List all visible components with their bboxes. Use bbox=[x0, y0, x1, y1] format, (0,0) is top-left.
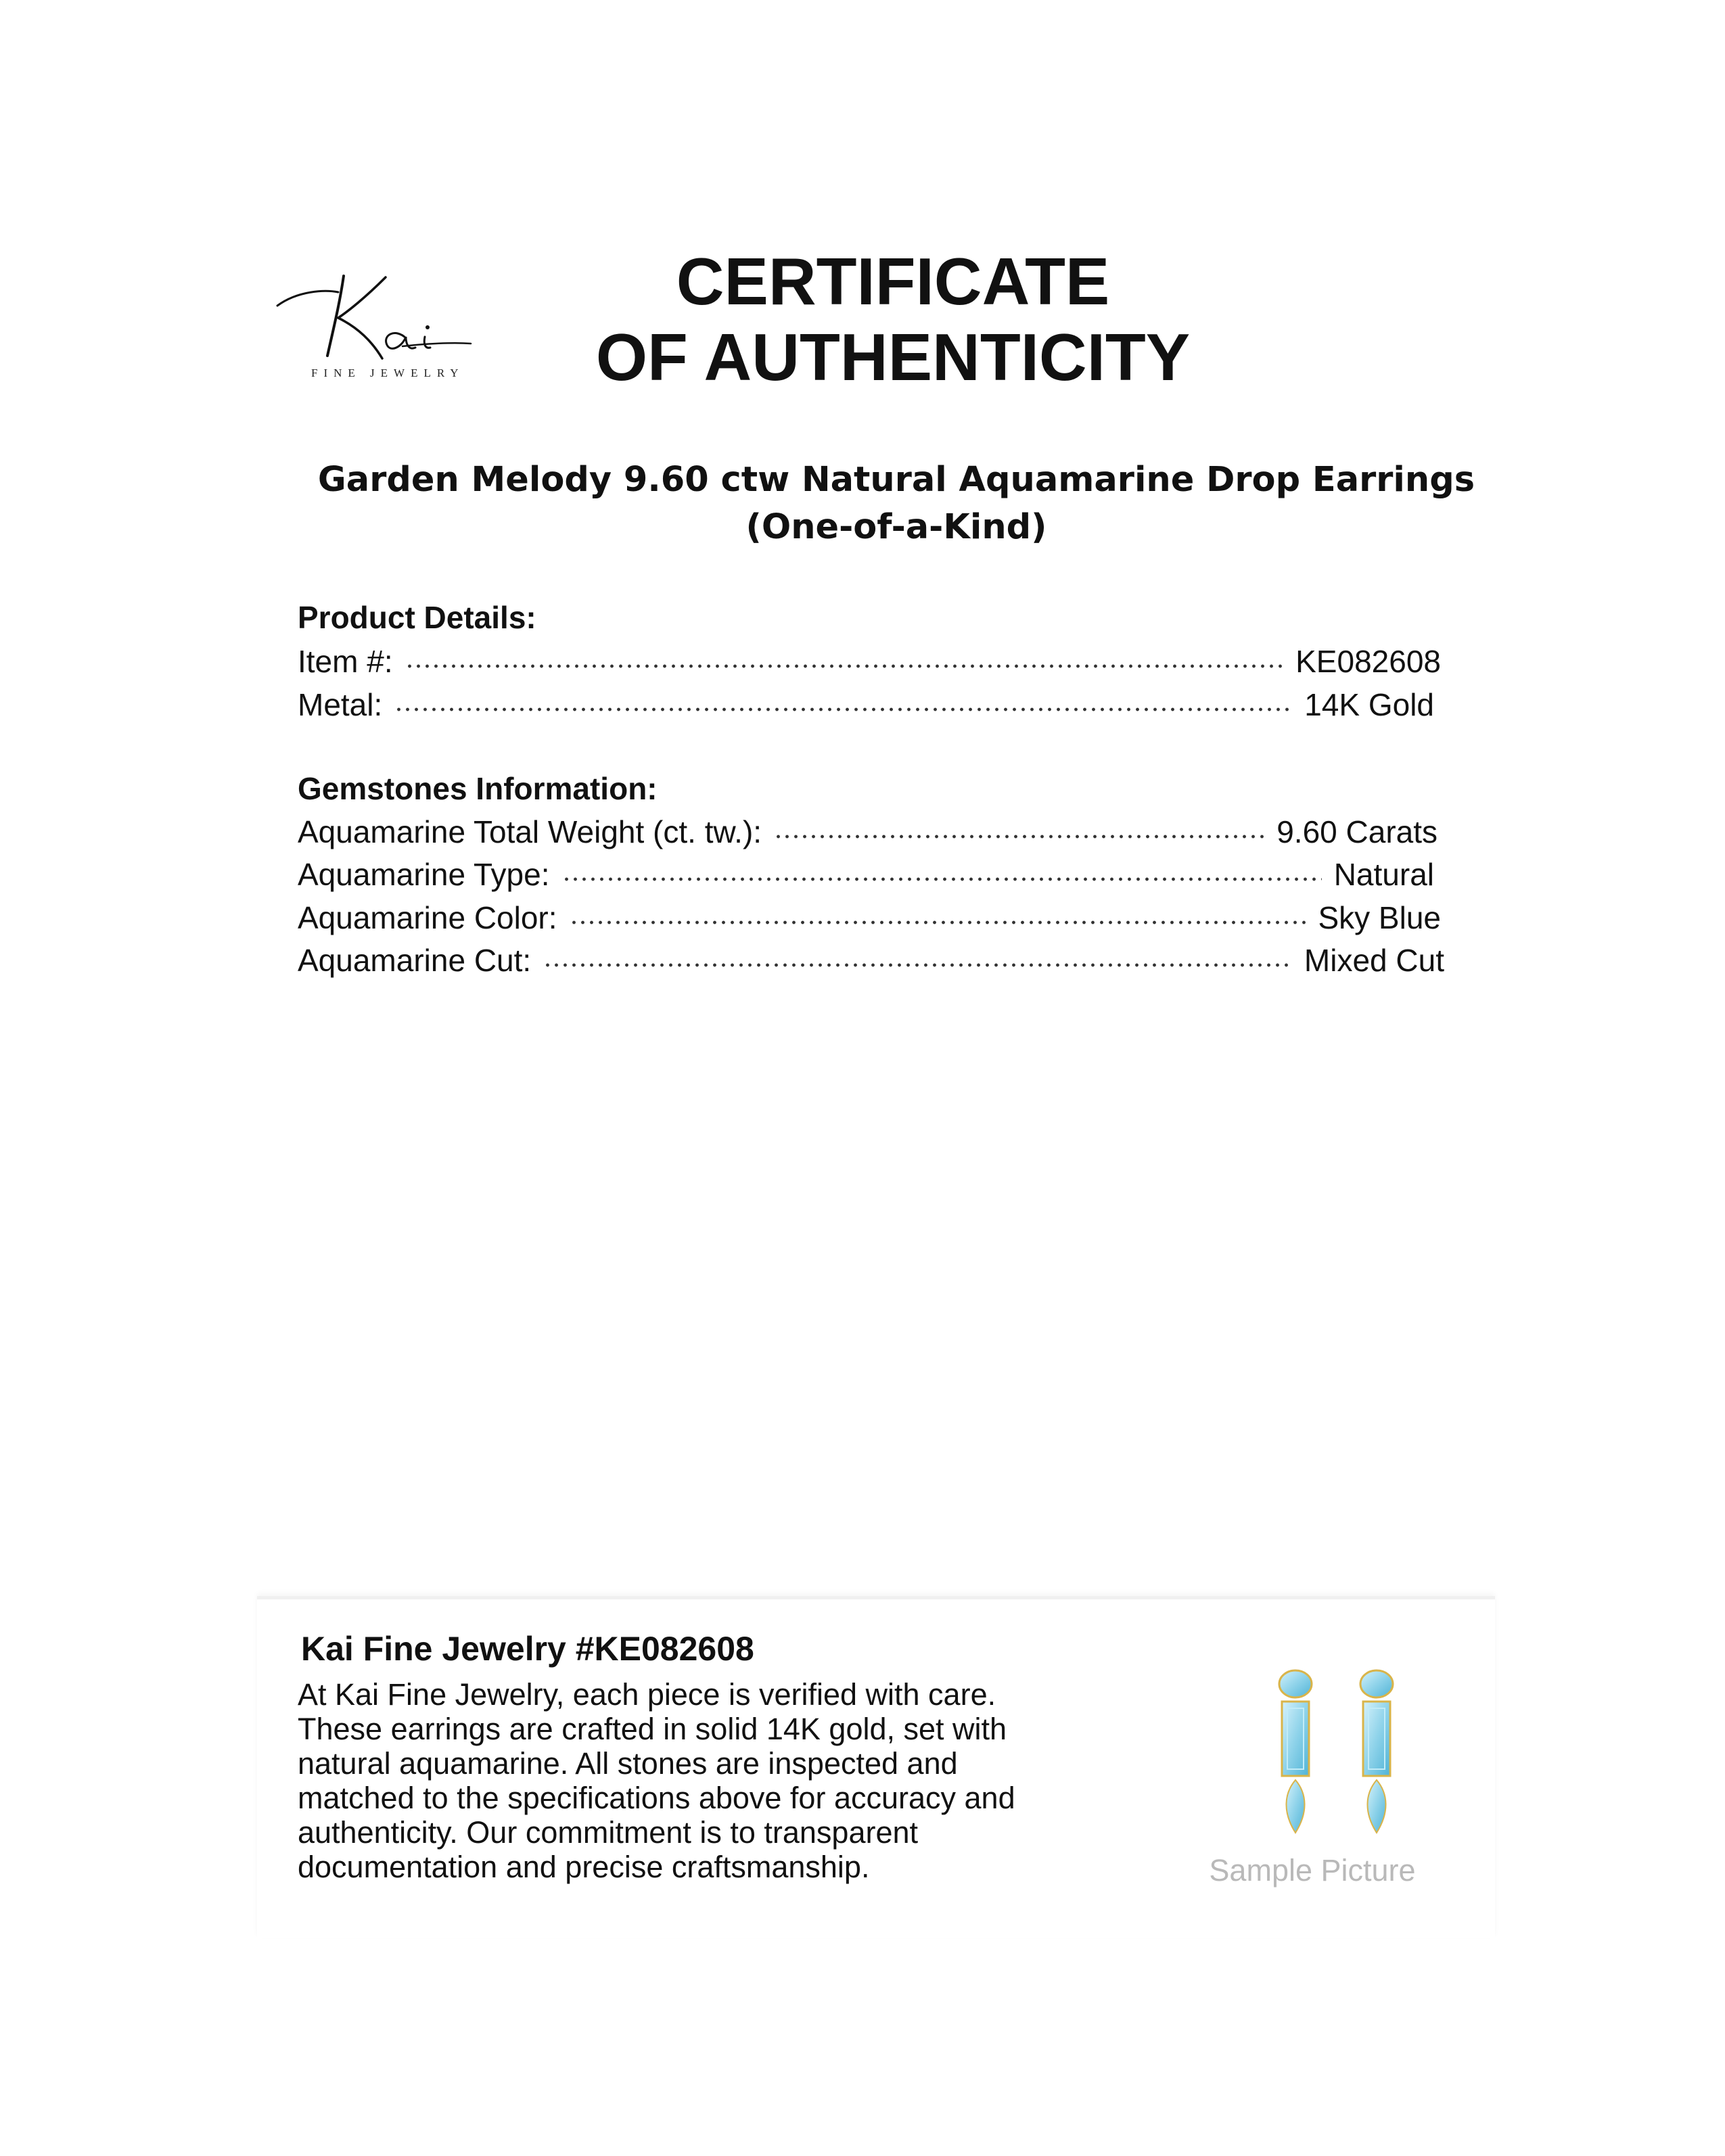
card-text-line: At Kai Fine Jewelry, each piece is verified with care. bbox=[298, 1677, 996, 1712]
dot-leader bbox=[543, 962, 1292, 968]
left-earring bbox=[1279, 1670, 1312, 1833]
spec-row-total-weight bbox=[298, 812, 1438, 852]
spec-row-cut bbox=[298, 940, 1444, 981]
gemstones-heading: Gemstones Information: bbox=[298, 771, 658, 806]
certificate-title bbox=[474, 243, 1312, 395]
dot-leader bbox=[774, 833, 1264, 840]
card-text-line: matched to the specifications above for accuracy and bbox=[298, 1781, 1015, 1815]
logo-subtitle: FINE JEWELRY bbox=[311, 367, 465, 379]
spec-label: Metal: bbox=[298, 687, 383, 722]
dot-leader bbox=[562, 876, 1322, 883]
kai-script-logo bbox=[271, 264, 474, 365]
spec-row-type bbox=[298, 854, 1434, 895]
dot-leader bbox=[570, 919, 1306, 926]
spec-value: 14K Gold bbox=[1304, 687, 1434, 722]
spec-label: Aquamarine Color: bbox=[298, 900, 557, 935]
spec-value: 9.60 Carats bbox=[1276, 814, 1438, 849]
card-text-line: documentation and precise craftsmanship. bbox=[298, 1850, 870, 1884]
product-details-heading: Product Details: bbox=[298, 600, 536, 635]
card-text-line: natural aquamarine. All stones are inspected and bbox=[298, 1746, 958, 1781]
product-name-line-2: (One-of-a-Kind) bbox=[745, 507, 1047, 547]
card-text-line: authenticity. Our commitment is to transparent bbox=[298, 1815, 919, 1850]
card-text-line: These earrings are crafted in solid 14K gold, set with bbox=[298, 1712, 1007, 1746]
spec-value: Sky Blue bbox=[1318, 900, 1441, 935]
spec-label: Aquamarine Cut: bbox=[298, 943, 532, 978]
spec-value: KE082608 bbox=[1295, 644, 1441, 679]
card-description bbox=[298, 1677, 1177, 1884]
brand-logo bbox=[271, 264, 474, 392]
spec-label: Aquamarine Type: bbox=[298, 857, 550, 892]
earrings-illustration bbox=[1245, 1664, 1427, 1839]
right-earring bbox=[1360, 1670, 1393, 1833]
spec-value: Mixed Cut bbox=[1304, 943, 1444, 978]
earrings-sample-image bbox=[1245, 1664, 1427, 1839]
dot-leader bbox=[405, 663, 1284, 670]
spec-label: Item #: bbox=[298, 644, 393, 679]
dot-leader bbox=[394, 706, 1292, 713]
product-name bbox=[237, 456, 1556, 551]
product-name-line-1: Garden Melody 9.60 ctw Natural Aquamarine Drop Earrings bbox=[317, 460, 1475, 500]
title-line-1: CERTIFICATE bbox=[676, 244, 1110, 319]
card-title: Kai Fine Jewelry #KE082608 bbox=[301, 1630, 754, 1668]
spec-row-metal bbox=[298, 684, 1434, 725]
spec-row-color bbox=[298, 897, 1441, 938]
sample-picture-caption: Sample Picture bbox=[1209, 1853, 1416, 1888]
title-line-2: OF AUTHENTICITY bbox=[595, 320, 1191, 394]
spec-value: Natural bbox=[1333, 857, 1434, 892]
spec-row-item bbox=[298, 641, 1441, 682]
spec-label: Aquamarine Total Weight (ct. tw.): bbox=[298, 814, 762, 849]
